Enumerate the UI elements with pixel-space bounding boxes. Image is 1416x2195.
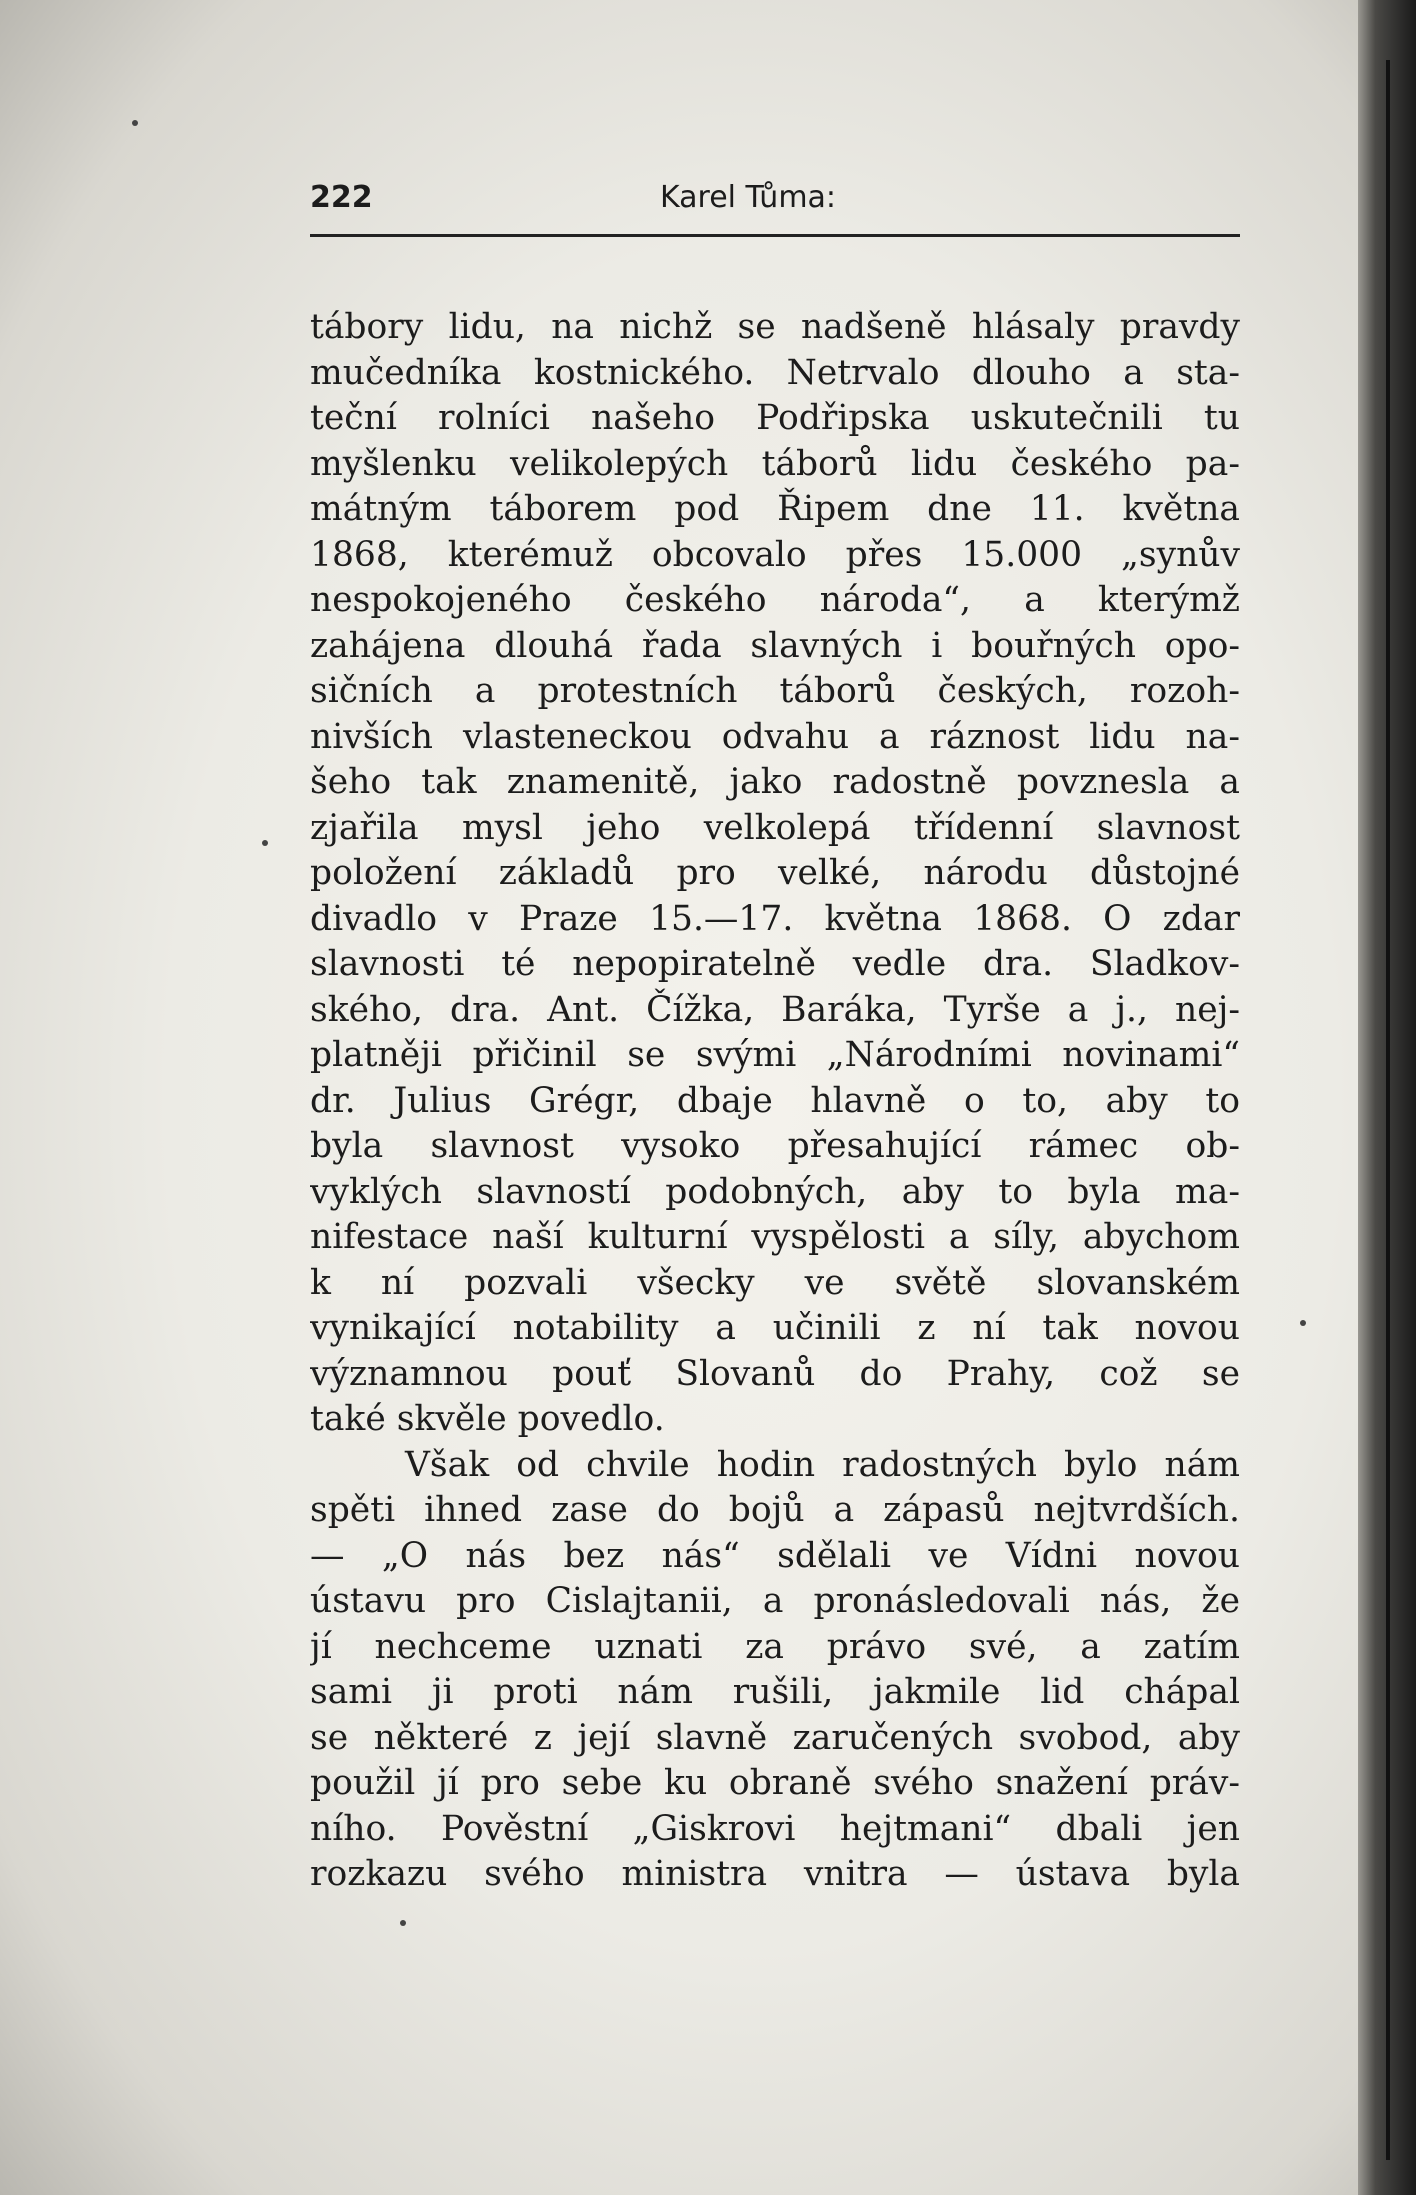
text-line: položení základů pro velké, národu důstojné	[310, 853, 1240, 893]
text-line: k ní pozvali všecky ve světě slovanském	[310, 1262, 1240, 1303]
text-line: myšlenku velikolepých táborů lidu českého pa-	[310, 443, 1240, 484]
text-line: nivších vlasteneckou odvahu a ráznost lidu na-	[310, 716, 1240, 757]
text-line: zjařila mysl jeho velkolepá třídenní slavnost	[310, 807, 1240, 848]
text-line: zahájena dlouhá řada slavných i bouřných opo-	[310, 625, 1240, 666]
scan-speck	[400, 1920, 406, 1926]
text-line: vyklých slavností podobných, aby to byla ma-	[310, 1171, 1240, 1212]
page-number: 222	[310, 180, 373, 215]
text-line: 1868, kterémuž obcovalo přes 15.000 „synův	[310, 534, 1240, 575]
running-head: Karel Tůma:	[660, 180, 837, 215]
scan-speck	[1300, 1320, 1306, 1326]
scan-speck	[262, 840, 268, 846]
text-line: platněji přičinil se svými „Národními novinami“	[310, 1035, 1240, 1075]
paragraph-start-line: Však od chvile hodin radostných bylo nám	[405, 1444, 1240, 1485]
book-page	[310, 180, 1240, 1898]
text-line: nespokojeného českého národa“, a kterýmž	[310, 580, 1240, 620]
text-line: vynikající notability a učinili z ní tak novou	[310, 1308, 1240, 1348]
text-line: slavnosti té nepopiratelně vedle dra. Sladkov-	[310, 944, 1240, 984]
text-line: spěti ihned zase do bojů a zápasů nejtvrdších.	[310, 1490, 1240, 1530]
text-line: se některé z její slavně zaručených svobod, aby	[310, 1717, 1240, 1758]
page-header	[310, 180, 1240, 237]
text-line: šeho tak znamenitě, jako radostně povznesla a	[310, 762, 1240, 802]
text-line: významnou pouť Slovanů do Prahy, což se	[310, 1353, 1240, 1394]
text-line: — „O nás bez nás“ sdělali ve Vídni novou	[310, 1535, 1240, 1576]
text-line: použil jí pro sebe ku obraně svého snažení práv-	[310, 1763, 1240, 1803]
text-line: ského, dra. Ant. Čížka, Baráka, Tyrše a j., nej-	[310, 989, 1240, 1030]
body-text	[310, 305, 1240, 1898]
text-line: byla slavnost vysoko přesahující rámec ob-	[310, 1126, 1240, 1166]
text-line: sičních a protestních táborů českých, rozoh-	[310, 671, 1240, 711]
text-line: teční rolníci našeho Podřipska uskutečnili tu	[310, 398, 1240, 438]
text-line: jí nechceme uznati za právo své, a zatím	[310, 1626, 1240, 1667]
text-line: ústavu pro Cislajtanii, a pronásledovali nás, že	[310, 1581, 1240, 1621]
paragraph-end-line: také skvěle povedlo.	[310, 1399, 665, 1439]
text-line: ního. Pověstní „Giskrovi hejtmani“ dbali jen	[310, 1808, 1240, 1849]
text-line: nifestace naší kulturní vyspělosti a síly, abychom	[310, 1217, 1240, 1257]
binding-edge	[1386, 60, 1390, 2160]
text-line: rozkazu svého ministra vnitra — ústava byla	[310, 1854, 1240, 1894]
text-line: dr. Julius Grégr, dbaje hlavně o to, aby to	[310, 1080, 1240, 1121]
text-line: tábory lidu, na nichž se nadšeně hlásaly pravdy	[310, 307, 1240, 347]
text-line: mučedníka kostnického. Netrvalo dlouho a sta-	[310, 352, 1240, 393]
text-line: mátným táborem pod Řipem dne 11. května	[310, 489, 1240, 529]
scan-speck	[132, 120, 138, 126]
text-line: sami ji proti nám rušili, jakmile lid chápal	[310, 1672, 1240, 1712]
text-line: divadlo v Praze 15.—17. května 1868. O zdar	[310, 898, 1240, 939]
